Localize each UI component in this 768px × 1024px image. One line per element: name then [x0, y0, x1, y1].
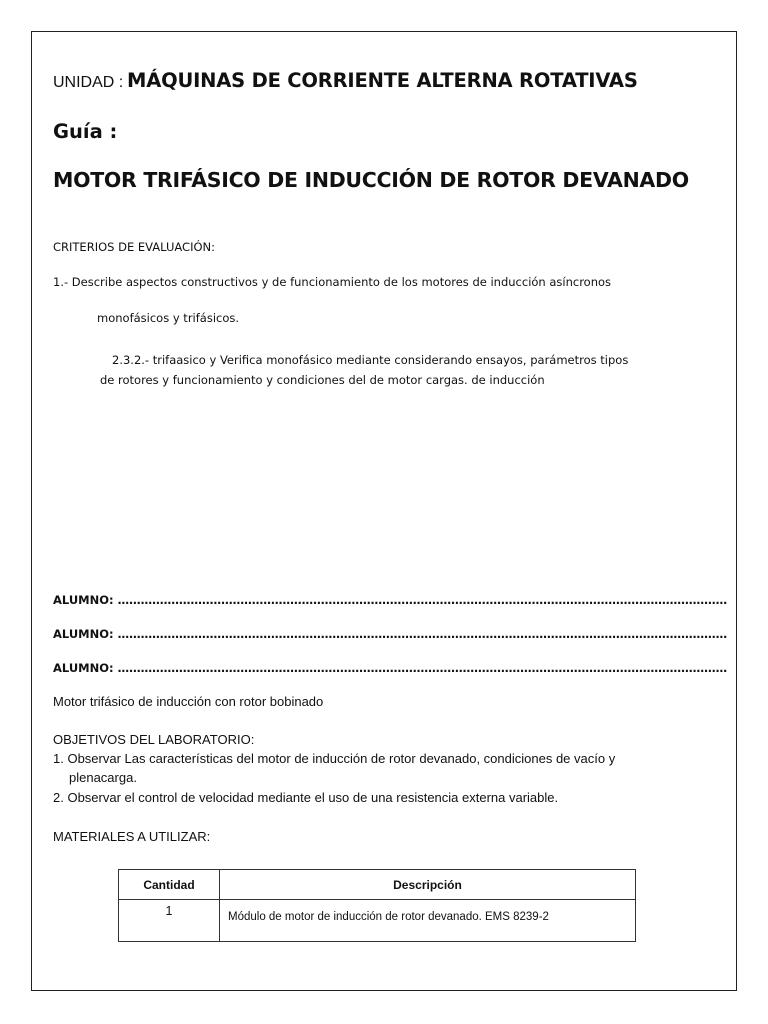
unidad-value: MÁQUINAS DE CORRIENTE ALTERNA ROTATIVAS — [126, 69, 638, 92]
guia-label: Guía : — [53, 120, 118, 143]
unidad-line — [53, 69, 638, 92]
objetivos-heading: OBJETIVOS DEL LABORATORIO: — [53, 732, 255, 747]
objetivo-1-line-2: plenacarga. — [69, 770, 137, 785]
subtitle: Motor trifásico de inducción con rotor bobinado — [53, 694, 324, 709]
table-header-row — [119, 870, 636, 900]
header-cantidad: Cantidad — [119, 870, 220, 900]
cell-descripcion: Módulo de motor de inducción de rotor devanado. EMS 8239-2 — [220, 900, 636, 942]
unidad-label: UNIDAD : — [53, 74, 124, 91]
alumno-line-3: ALUMNO: …………………………………………………………………………………………………………………………………………… — [53, 661, 728, 675]
table-row — [119, 900, 636, 942]
objetivo-1-line-1: 1. Observar Las características del motor de inducción de rotor devanado, condiciones de vacío y — [53, 751, 616, 766]
criterio-2-line-2: de rotores y funcionamiento y condiciones del de motor cargas. de inducción — [100, 373, 545, 387]
criterio-1-line-1: 1.- Describe aspectos constructivos y de funcionamiento de los motores de inducción asíncronos — [53, 275, 612, 289]
header-descripcion: Descripción — [220, 870, 636, 900]
document-title: MOTOR TRIFÁSICO DE INDUCCIÓN DE ROTOR DEVANADO — [53, 168, 689, 192]
alumno-line-1: ALUMNO: …………………………………………………………………………………………………………………………………………… — [53, 593, 728, 607]
alumno-line-2: ALUMNO: …………………………………………………………………………………………………………………………………………… — [53, 627, 728, 641]
materiales-heading: MATERIALES A UTILIZAR: — [53, 829, 211, 844]
cell-cantidad: 1 — [119, 900, 220, 942]
objetivo-2: 2. Observar el control de velocidad mediante el uso de una resistencia externa variable. — [53, 790, 559, 805]
materials-table — [118, 869, 636, 942]
criterio-1-line-2: monofásicos y trifásicos. — [97, 311, 240, 325]
criterios-heading: CRITERIOS DE EVALUACIÓN: — [53, 240, 215, 254]
criterio-2-line-1: 2.3.2.- trifaasico y Verifica monofásico mediante considerando ensayos, parámetros tipos — [112, 353, 629, 367]
